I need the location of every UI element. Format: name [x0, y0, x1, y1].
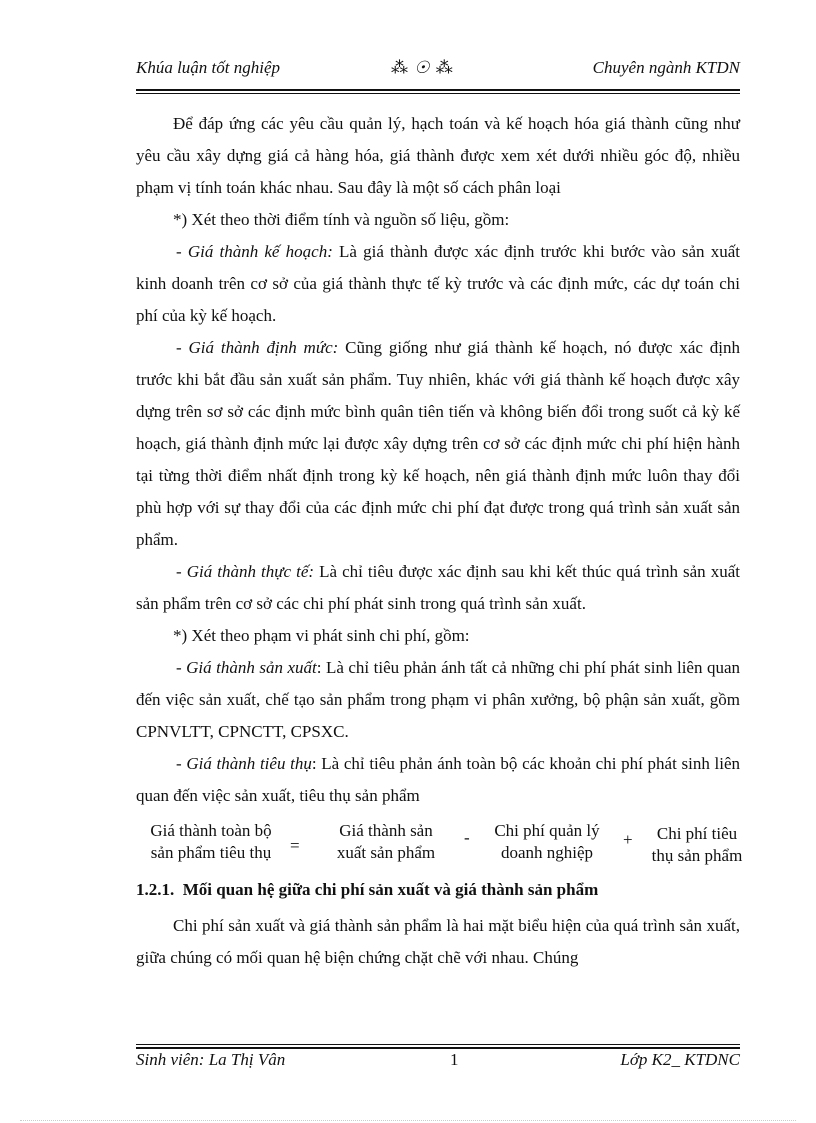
formula-admin-cost-line1: Chi phí quản lý — [494, 821, 600, 840]
text-norm-cost: Cũng giống như giá thành kế hoạch, nó được xác định trước khi bắt đầu sản xuất sản phẩm. Tuy nhiên, khác với giá thành kế hoạch được xây dựng trên sơ sở các định mức bình quân tiên tiến và không biến đổi trong suốt cả kỳ kế hoạch, giá thành định mức lại được xây dựng trên cơ sở các định mức chi phí hiện hành tại từng thời điểm nhất định trong kỳ kế hoạch, nên giá thành định mức luôn thay đổi phù hợp với sự thay đổi của các định mức chi phí đạt được trong quá trình sản xuất sản phẩm. — [136, 338, 741, 549]
section-heading — [136, 880, 740, 900]
body-text-closing — [136, 910, 740, 974]
page-number: 1 — [450, 1050, 459, 1069]
term-actual-cost: Giá thành thực tế: — [186, 562, 315, 581]
body-text — [136, 108, 740, 812]
formula-minus: - — [464, 828, 470, 847]
header-right: Chuyên ngành KTDN — [592, 58, 740, 77]
term-norm-cost: Giá thành định mức: — [188, 338, 339, 357]
term-planned-cost: Giá thành kế hoạch: — [187, 242, 333, 261]
formula-production-cost — [316, 820, 456, 864]
formula-equals: = — [290, 836, 300, 855]
formula-admin-cost-line2: doanh nghiệp — [500, 843, 594, 862]
header-left: Khúa luận tốt nghiệp — [136, 58, 281, 77]
text-planned-cost: Là giá thành được xác định trước khi bước vào sản xuất kinh doanh trên cơ sở của giá thành thực tế kỳ trước và các định mức, các dự toán chi phí của kỳ kế hoạch. — [136, 242, 740, 325]
cost-formula — [136, 820, 756, 870]
formula-total-cost-line1: Giá thành toàn bộ — [150, 821, 272, 840]
footer-student: Sinh viên: La Thị Vân — [136, 1050, 286, 1069]
paragraph-heading-time: *) Xét theo thời điểm tính và nguồn số liệu, gồm: — [173, 210, 510, 229]
paragraph-sales-cost: - Giá thành tiêu thụ: Là chỉ tiêu phản ánh toàn bộ các khoản chi phí phát sinh liên quan đến việc sản xuất, tiêu thụ sản phẩm — [136, 754, 740, 805]
formula-admin-cost — [476, 820, 618, 864]
text-actual-cost: Là chỉ tiêu được xác định sau khi kết thúc quá trình sản xuất sản phẩm trên cơ sở các chi phí phát sinh trong quá trình sản xuất. — [136, 562, 740, 613]
footer-class: Lớp K2_ KTDNC — [620, 1050, 740, 1069]
page-header — [136, 56, 740, 84]
header-ornament: ⁂ ☉ ⁂ — [391, 58, 454, 77]
formula-selling-cost — [638, 823, 756, 867]
page-footer — [136, 1050, 740, 1074]
paragraph-intro: Để đáp ứng các yêu cầu quản lý, hạch toán và kế hoạch hóa giá thành cũng như yêu cầu xây dựng giá cả hàng hóa, giá thành được xem xét dưới nhiều góc độ, nhiều phạm vị tính toán khác nhau. Sau đây là một số cách phân loại — [136, 114, 740, 197]
formula-plus: + — [623, 830, 633, 849]
header-rule — [136, 89, 740, 94]
formula-production-cost-line2: xuất sản phẩm — [336, 843, 436, 862]
paragraph-norm-cost: - Giá thành định mức: Cũng giống như giá thành kế hoạch, nó được xác định trước khi bắt đầu sản xuất sản phẩm. Tuy nhiên, khác với giá thành kế hoạch được xây dựng trên sơ sở các định mức bình quân tiên tiến và không biến đổi trong suốt cả kỳ kế hoạch, giá thành định mức lại được xây dựng trên cơ sở các định mức chi phí hiện hành tại từng thời điểm nhất định trong kỳ kế hoạch, nên giá thành định mức luôn thay đổi phù hợp với sự thay đổi của các định mức chi phí đạt được trong quá trình sản xuất sản phẩm. — [136, 338, 741, 549]
term-production-cost: Giá thành sản xuất — [186, 658, 317, 677]
formula-selling-cost-line1: Chi phí tiêu — [656, 824, 738, 843]
footer-rule — [136, 1044, 740, 1049]
formula-selling-cost-line2: thụ sản phẩm — [651, 846, 743, 865]
term-sales-cost: Giá thành tiêu thụ — [186, 754, 312, 773]
paragraph-actual-cost: - Giá thành thực tế: Là chỉ tiêu được xác định sau khi kết thúc quá trình sản xuất sản phẩm trên cơ sở các chi phí phát sinh trong quá trình sản xuất. — [136, 562, 740, 613]
text-production-cost: : Là chỉ tiêu phản ánh tất cả những chi phí phát sinh liên quan đến việc sản xuất, chế tạo sản phẩm trong phạm vi phân xưởng, bộ phận sản xuất, gồm CPNVLTT, CPNCTT, CPSXC. — [136, 658, 741, 741]
formula-production-cost-line1: Giá thành sản — [339, 821, 433, 840]
section-title: Mối quan hệ giữa chi phí sản xuất và giá thành sản phẩm — [182, 880, 599, 899]
paragraph-heading-scope: *) Xét theo phạm vi phát sinh chi phí, gồm: — [173, 626, 470, 645]
paragraph-relationship: Chi phí sản xuất và giá thành sản phẩm là hai mặt biểu hiện của quá trình sản xuất, giữa chúng có mối quan hệ biện chứng chặt chẽ với nhau. Chúng — [136, 916, 740, 967]
formula-total-cost-line2: sản phẩm tiêu thụ — [150, 843, 272, 862]
page-edge-dots — [20, 1120, 796, 1121]
section-number: 1.2.1. — [136, 880, 175, 899]
text-sales-cost: : Là chỉ tiêu phản ánh toàn bộ các khoản chi phí phát sinh liên quan đến việc sản xuất, tiêu thụ sản phẩm — [136, 754, 740, 805]
paragraph-planned-cost: - Giá thành kế hoạch: Là giá thành được xác định trước khi bước vào sản xuất kinh doanh trên cơ sở của giá thành thực tế kỳ trước và các định mức, các dự toán chi phí của kỳ kế hoạch. — [136, 242, 740, 325]
formula-total-cost — [136, 820, 286, 864]
paragraph-production-cost: - Giá thành sản xuất: Là chỉ tiêu phản ánh tất cả những chi phí phát sinh liên quan đến việc sản xuất, chế tạo sản phẩm trong phạm vi phân xưởng, bộ phận sản xuất, gồm CPNVLTT, CPNCTT, CPSXC. — [136, 658, 741, 741]
